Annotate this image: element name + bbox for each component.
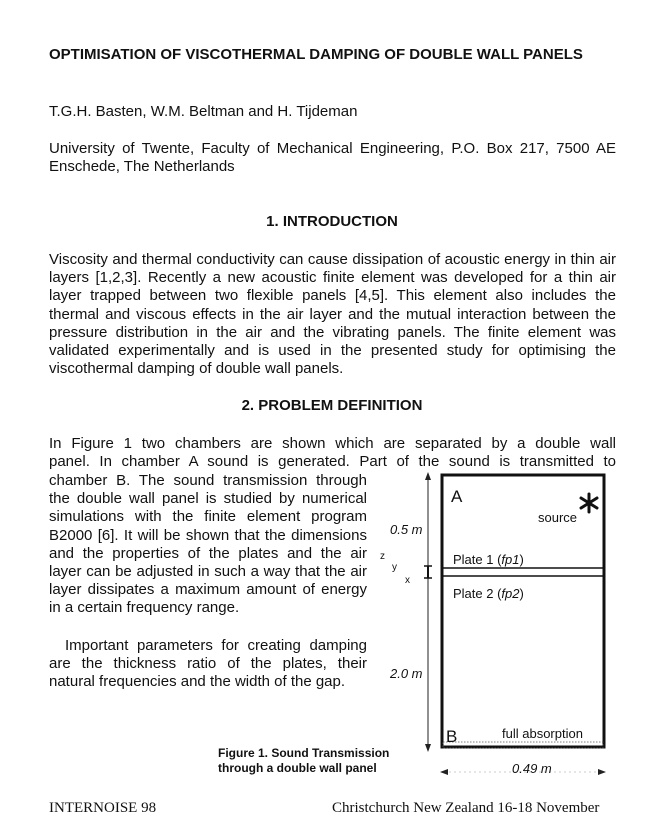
section-heading-introduction: 1. INTRODUCTION xyxy=(266,213,398,230)
problem-definition-line-2: panel. In chamber A sound is generated. Part of the sound is transmitted to xyxy=(49,453,616,470)
figure-caption-line-2: through a double wall panel xyxy=(218,761,377,775)
footer-conference: INTERNOISE 98 xyxy=(49,800,157,816)
dimension-top-label: 0.5 m xyxy=(390,522,423,537)
paper-affiliation: University of Twente, Faculty of Mechanical Engineering, P.O. Box 217, 7500 AE Enschede, The Netherlands xyxy=(49,140,616,175)
problem-definition-column-paragraph-2: Important parameters for creating damping are the thickness ratio of the plates, their natural frequencies and the width of the gap. xyxy=(49,637,367,691)
chamber-frame xyxy=(442,475,604,747)
plate-1-label: Plate 1 (fp1) xyxy=(453,552,524,567)
axis-y-label: y xyxy=(392,562,397,573)
figure-caption-line-1: Figure 1. Sound Transmission xyxy=(218,746,390,760)
chamber-b-label: B xyxy=(446,727,458,746)
dimension-width-label: 0.49 m xyxy=(512,761,552,776)
chamber-a-label: A xyxy=(451,487,463,506)
width-arrow-right xyxy=(598,769,606,775)
plate-2-symbol: fp2 xyxy=(501,586,520,601)
absorption-label: full absorption xyxy=(502,726,583,741)
axis-z-label: z xyxy=(380,551,385,562)
plate-2-label: Plate 2 (fp2) xyxy=(453,586,524,601)
problem-definition-column-paragraph: chamber B. The sound transmission through the double wall panel is studied by numerical simulations with the finite element program B2000 [6]. It will be shown that the dimensions and the properties of the plates and the air layer can be adjusted in such a way that the air layer dissipates a maximum amount of energy in a certain frequency range. xyxy=(49,472,367,617)
axis-x-label: x xyxy=(405,575,410,586)
paper-authors: T.G.H. Basten, W.M. Beltman and H. Tijdeman xyxy=(49,103,358,120)
source-star-icon xyxy=(581,494,597,512)
height-arrow-top xyxy=(425,472,431,480)
width-arrow-left xyxy=(440,769,448,775)
plate-1-symbol: fp1 xyxy=(501,552,520,567)
source-label: source xyxy=(538,510,578,525)
dimension-bottom-label: 2.0 m xyxy=(390,666,423,681)
footer-location-date: Christchurch New Zealand 16-18 November xyxy=(332,800,600,816)
introduction-paragraph: Viscosity and thermal conductivity can cause dissipation of acoustic energy in thin air layers [1,2,3]. Recently a new acoustic finite element was developed for a thin air layer trapped between two flexible panels [4,5]. This element also includes the thermal and viscous effects in the air layer and the mutual interaction between the pressure distribution in the air and the vibrating panels. The finite element was validated experimentally and is used in the presented study for optimising the viscothermal damping of double wall panels. xyxy=(49,251,616,378)
paper-title: OPTIMISATION OF VISCOTHERMAL DAMPING OF DOUBLE WALL PANELS xyxy=(49,46,583,63)
section-heading-problem-definition: 2. PROBLEM DEFINITION xyxy=(241,397,423,414)
figure-caption xyxy=(218,746,428,776)
problem-definition-line-1: In Figure 1 two chambers are shown which are separated by a double wall xyxy=(49,435,616,452)
